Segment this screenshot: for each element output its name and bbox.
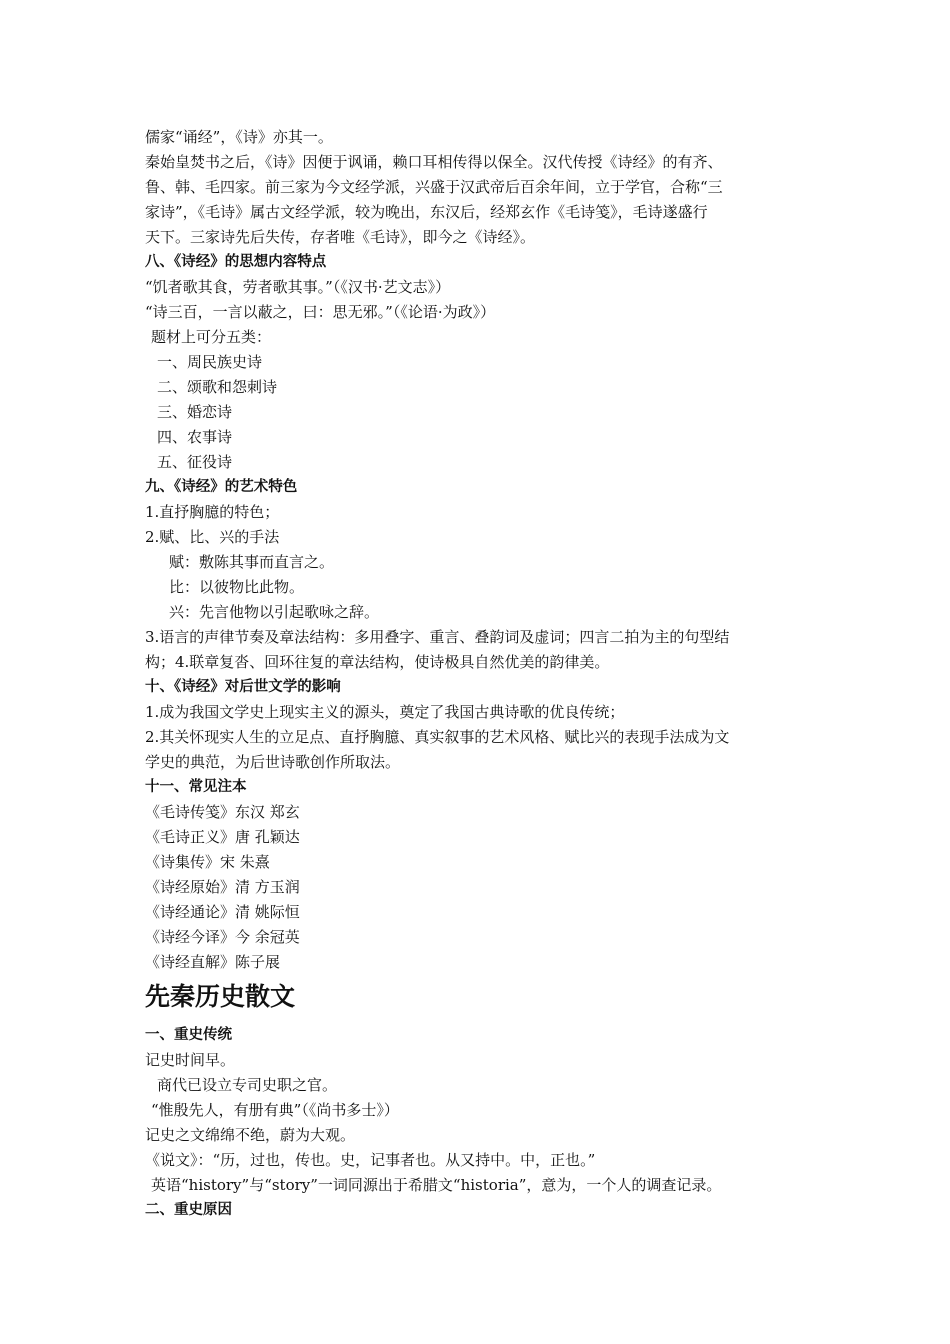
definition: 兴：先言他物以引起歌咏之辞。 <box>169 603 380 621</box>
paragraph: 英语“history”与“story”一词同源出于希腊文“historia”，意为，一个人的调查记录。 <box>151 1176 722 1194</box>
section-heading: 八、《诗经》的思想内容特点 <box>145 254 327 270</box>
quote: 《说文》：“历，过也，传也。史，记事者也。从又持中。中，正也。” <box>145 1151 596 1169</box>
paragraph: 商代已设立专司史职之官。 <box>157 1076 338 1094</box>
paragraph: 儒家“诵经”，《诗》亦其一。 <box>145 128 333 146</box>
paragraph: 家诗”，《毛诗》属古文经学派，较为晚出，东汉后，经郑玄作《毛诗笺》，毛诗遂盛行 <box>145 203 708 221</box>
list-item: 1.成为我国文学史上现实主义的源头，奠定了我国古典诗歌的优良传统； <box>145 703 625 721</box>
list-intro: 题材上可分五类： <box>151 328 272 346</box>
chapter-title: 先秦历史散文 <box>145 982 296 1011</box>
book-entry: 《诗经今译》今 余冠英 <box>145 928 300 946</box>
book-entry: 《诗集传》宋 朱熹 <box>145 853 270 871</box>
section-heading: 十、《诗经》对后世文学的影响 <box>145 679 341 695</box>
paragraph: 记史时间早。 <box>145 1051 236 1069</box>
list-item: 二、颂歌和怨刺诗 <box>157 378 278 396</box>
definition: 赋：敷陈其事而直言之。 <box>169 553 335 571</box>
list-item: 2.赋、比、兴的手法 <box>145 528 280 546</box>
quote: “惟殷先人，有册有典”（《尚书多士》） <box>151 1101 399 1119</box>
book-entry: 《诗经直解》陈子展 <box>145 953 281 971</box>
section-heading: 一、重史传统 <box>145 1027 232 1043</box>
paragraph: 鲁、韩、毛四家。前三家为今文经学派，兴盛于汉武帝后百余年间，立于学官，合称“三 <box>145 178 723 196</box>
section-heading: 十一、常见注本 <box>145 779 247 795</box>
list-item: 三、婚恋诗 <box>157 403 233 421</box>
document-body <box>145 125 810 1223</box>
list-item: 2.其关怀现实人生的立足点、直抒胸臆、真实叙事的艺术风格、赋比兴的表现手法成为文 <box>145 728 730 746</box>
paragraph: 天下。三家诗先后失传，存者唯《毛诗》，即今之《诗经》。 <box>145 228 536 246</box>
section-heading: 二、重史原因 <box>145 1202 232 1218</box>
list-item: 学史的典范，为后世诗歌创作所取法。 <box>145 753 401 771</box>
section-heading: 九、《诗经》的艺术特色 <box>145 479 298 495</box>
list-item: 一、周民族史诗 <box>157 353 263 371</box>
quote: “饥者歌其食，劳者歌其事。”（《汉书·艺文志》） <box>145 278 451 296</box>
book-entry: 《毛诗正义》唐 孔颖达 <box>145 828 300 846</box>
paragraph: 记史之文绵绵不绝，蔚为大观。 <box>145 1126 356 1144</box>
book-entry: 《毛诗传笺》东汉 郑玄 <box>145 803 300 821</box>
quote: “诗三百，一言以蔽之，曰：思无邪。”（《论语·为政》） <box>145 303 496 321</box>
list-item: 构；4.联章复沓、回环往复的章法结构，使诗极具自然优美的韵律美。 <box>145 653 610 671</box>
paragraph: 秦始皇焚书之后，《诗》因便于讽诵，赖口耳相传得以保全。汉代传授《诗经》的有齐、 <box>145 153 723 171</box>
list-item: 四、农事诗 <box>157 428 233 446</box>
book-entry: 《诗经原始》清 方玉润 <box>145 878 300 896</box>
definition: 比：以彼物比此物。 <box>169 578 305 596</box>
book-entry: 《诗经通论》清 姚际恒 <box>145 903 300 921</box>
list-item: 1.直抒胸臆的特色； <box>145 503 280 521</box>
list-item: 3.语言的声律节奏及章法结构：多用叠字、重言、叠韵词及虚词；四言二拍为主的句型结 <box>145 628 730 646</box>
list-item: 五、征役诗 <box>157 453 233 471</box>
